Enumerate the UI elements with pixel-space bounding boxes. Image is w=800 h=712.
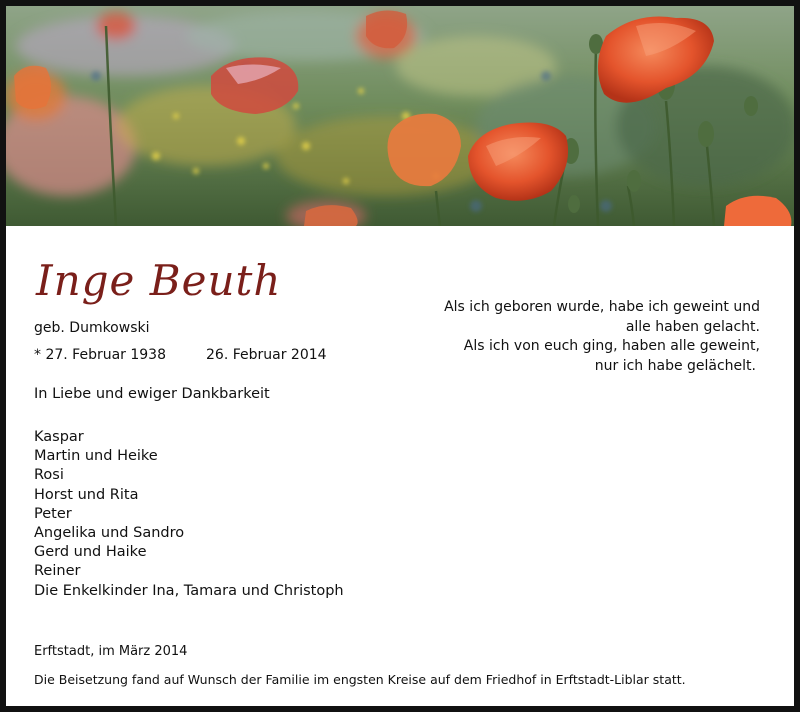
family-member: Gerd und Haike <box>34 544 147 561</box>
birth-date: * 27. Februar 1938 <box>34 347 166 363</box>
family-member: Kaspar <box>34 429 84 445</box>
poem-line: nur ich habe gelächelt. <box>594 357 756 374</box>
family-list <box>34 428 344 601</box>
poppy-field-icon <box>6 6 794 226</box>
family-member: Peter <box>34 505 72 522</box>
family-member: Horst und Rita <box>34 486 139 503</box>
family-member: Rosi <box>34 467 64 484</box>
funeral-notice: Die Beisetzung fand auf Wunsch der Familie im engsten Kreise auf dem Friedhof in Erftstadt-Liblar statt. <box>34 672 686 687</box>
birth-name: geb. Dumkowski <box>34 320 150 336</box>
poem-line: alle haben gelacht. <box>625 318 760 335</box>
deceased-name: Inge Beuth <box>36 256 282 305</box>
poem-line: Als ich geboren wurde, habe ich geweint und <box>444 299 760 315</box>
poem <box>444 298 760 376</box>
death-date: 26. Februar 2014 <box>206 347 327 363</box>
family-member: Angelika und Sandro <box>34 525 185 542</box>
family-member: Reiner <box>34 563 81 580</box>
family-member: Die Enkelkinder Ina, Tamara und Christoph <box>34 582 344 599</box>
place-date: Erftstadt, im März 2014 <box>34 644 188 659</box>
family-member: Martin und Heike <box>34 448 158 465</box>
poppy-field-photo <box>6 6 794 226</box>
poem-line: Als ich von euch ging, haben alle geweint, <box>463 338 760 354</box>
dedication: In Liebe und ewiger Dankbarkeit <box>34 386 270 402</box>
